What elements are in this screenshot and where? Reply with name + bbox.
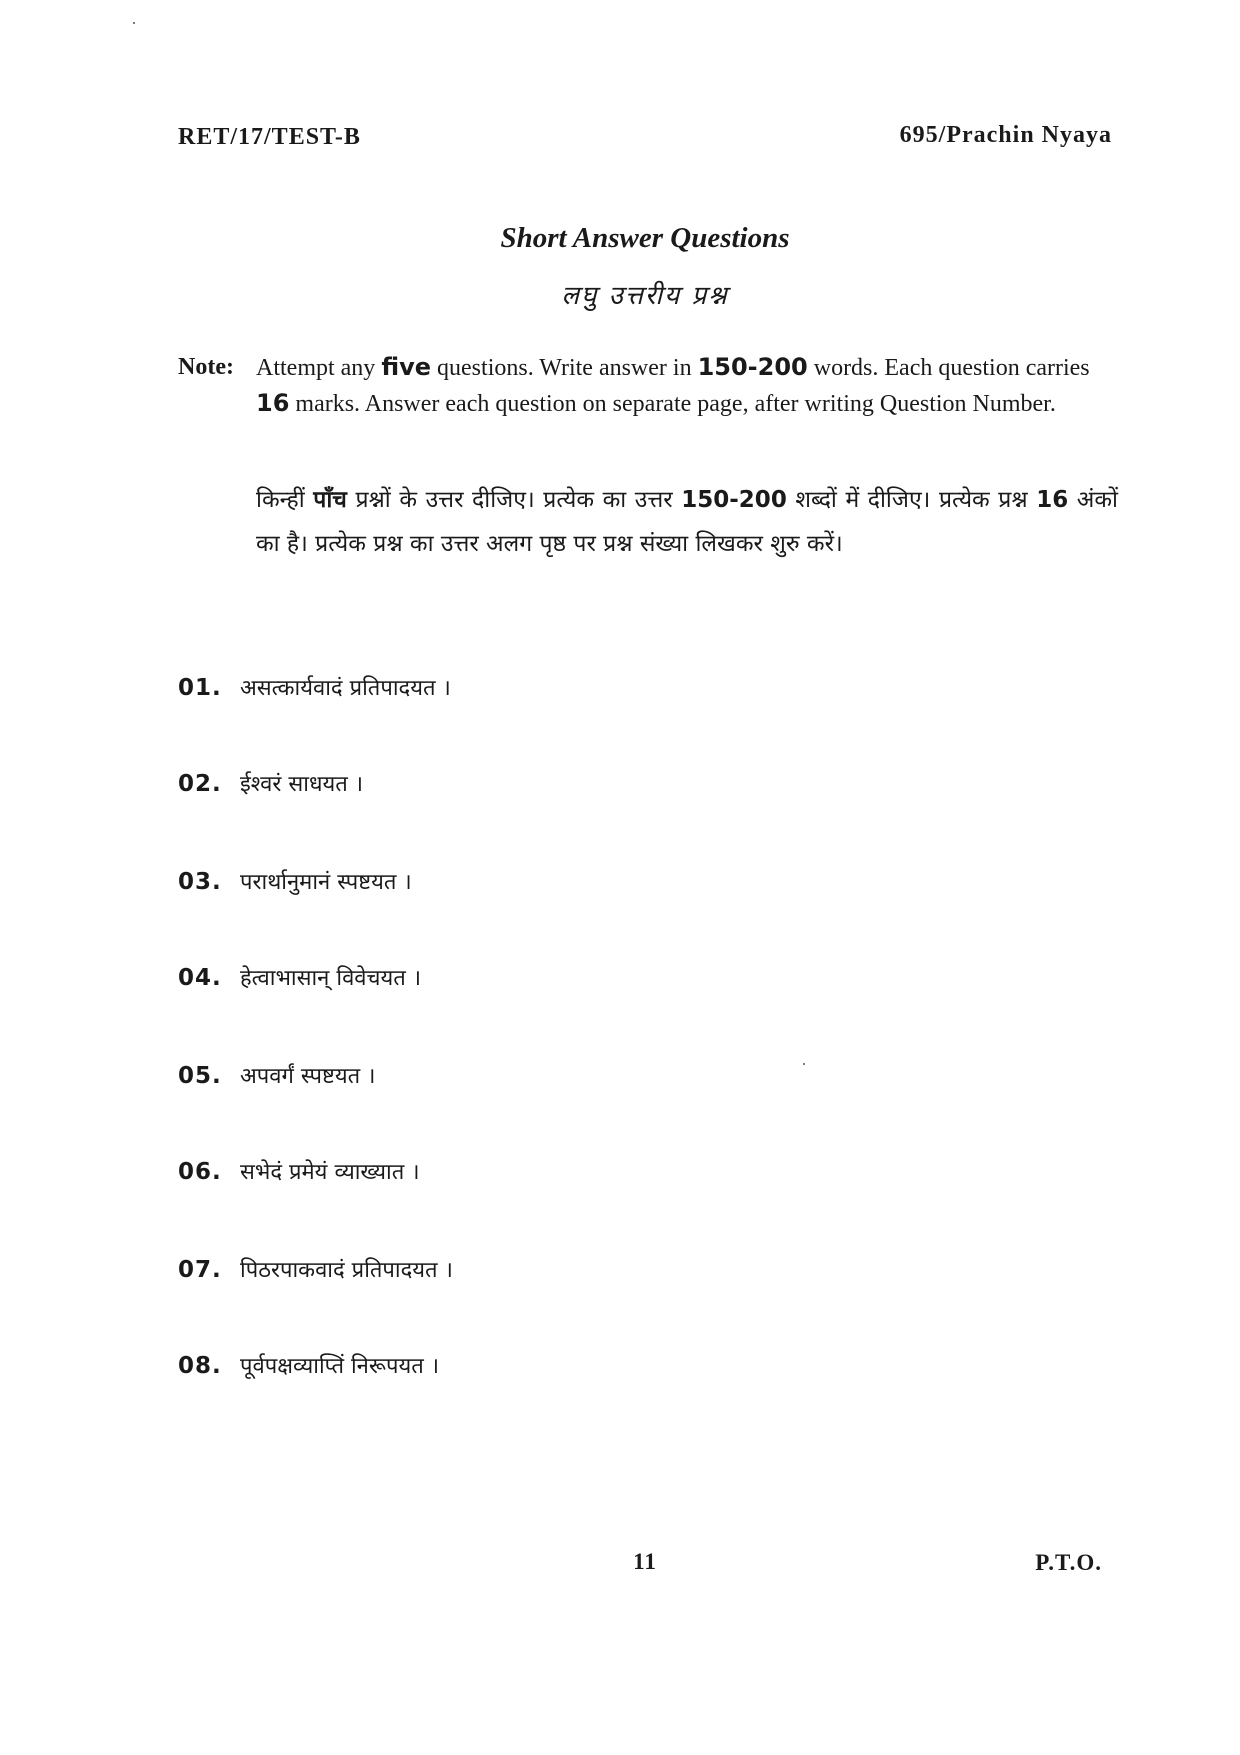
- question-text: पिठरपाकवादं प्रतिपादयत ।: [240, 1258, 453, 1283]
- question-text: हेत्वाभासान् विवेचयत ।: [240, 966, 422, 991]
- question-number: 07.: [178, 1257, 222, 1283]
- question-number: 08.: [178, 1353, 222, 1379]
- question-item: [178, 866, 412, 896]
- question-number: 04.: [178, 965, 222, 991]
- question-item: [178, 1156, 420, 1186]
- question-item: [178, 768, 363, 798]
- question-text: अपवर्गं स्पष्टयत ।: [240, 1064, 376, 1089]
- question-item: [178, 1254, 453, 1284]
- question-text: सभेदं प्रमेयं व्याख्यात ।: [240, 1160, 420, 1185]
- question-text: परार्थानुमानं स्पष्टयत ।: [240, 870, 412, 895]
- question-text: ईश्वरं साधयत ।: [240, 772, 364, 797]
- scan-speck: [803, 1063, 805, 1065]
- section-title: Short Answer Questions: [500, 222, 790, 254]
- page-number: 11: [633, 1549, 657, 1574]
- question-text: पूर्वपक्षव्याप्तिं निरूपयत ।: [240, 1354, 440, 1379]
- question-number: 06.: [178, 1159, 222, 1185]
- hindi-note: किन्हीं पाँच प्रश्नों के उत्तर दीजिए। प्रत्येक का उत्तर 150-200 शब्दों में दीजिए। प्रत्येक प्रश्न 16 अंकों का है। प्रत्येक प्रश्न का उत्तर अलग पृष्ठ पर प्रश्न संख्या लिखकर शुरु करें।: [256, 487, 1118, 557]
- pto-label: P.T.O.: [1035, 1550, 1102, 1575]
- question-number: 03.: [178, 869, 222, 895]
- scan-speck: [133, 22, 135, 24]
- question-number: 02.: [178, 771, 222, 797]
- question-number: 05.: [178, 1063, 222, 1089]
- note-label: Note:: [178, 354, 234, 380]
- question-item: [178, 1350, 439, 1380]
- question-number: 01.: [178, 675, 222, 701]
- question-item: [178, 1060, 375, 1090]
- subject-code: 695/Prachin Nyaya: [899, 122, 1112, 148]
- question-item: [178, 672, 451, 702]
- english-note: [178, 350, 1118, 422]
- question-item: [178, 962, 421, 992]
- question-text: असत्कार्यवादं प्रतिपादयत ।: [240, 676, 451, 701]
- note-body: Attempt any five questions. Write answer in 150-200 words. Each question carries 16 marks. Answer each question on separate page, after writing Question Number.: [256, 353, 1090, 417]
- section-subtitle-hindi: लघु उत्तरीय प्रश्न: [561, 281, 729, 311]
- exam-code: RET/17/TEST-B: [178, 124, 361, 150]
